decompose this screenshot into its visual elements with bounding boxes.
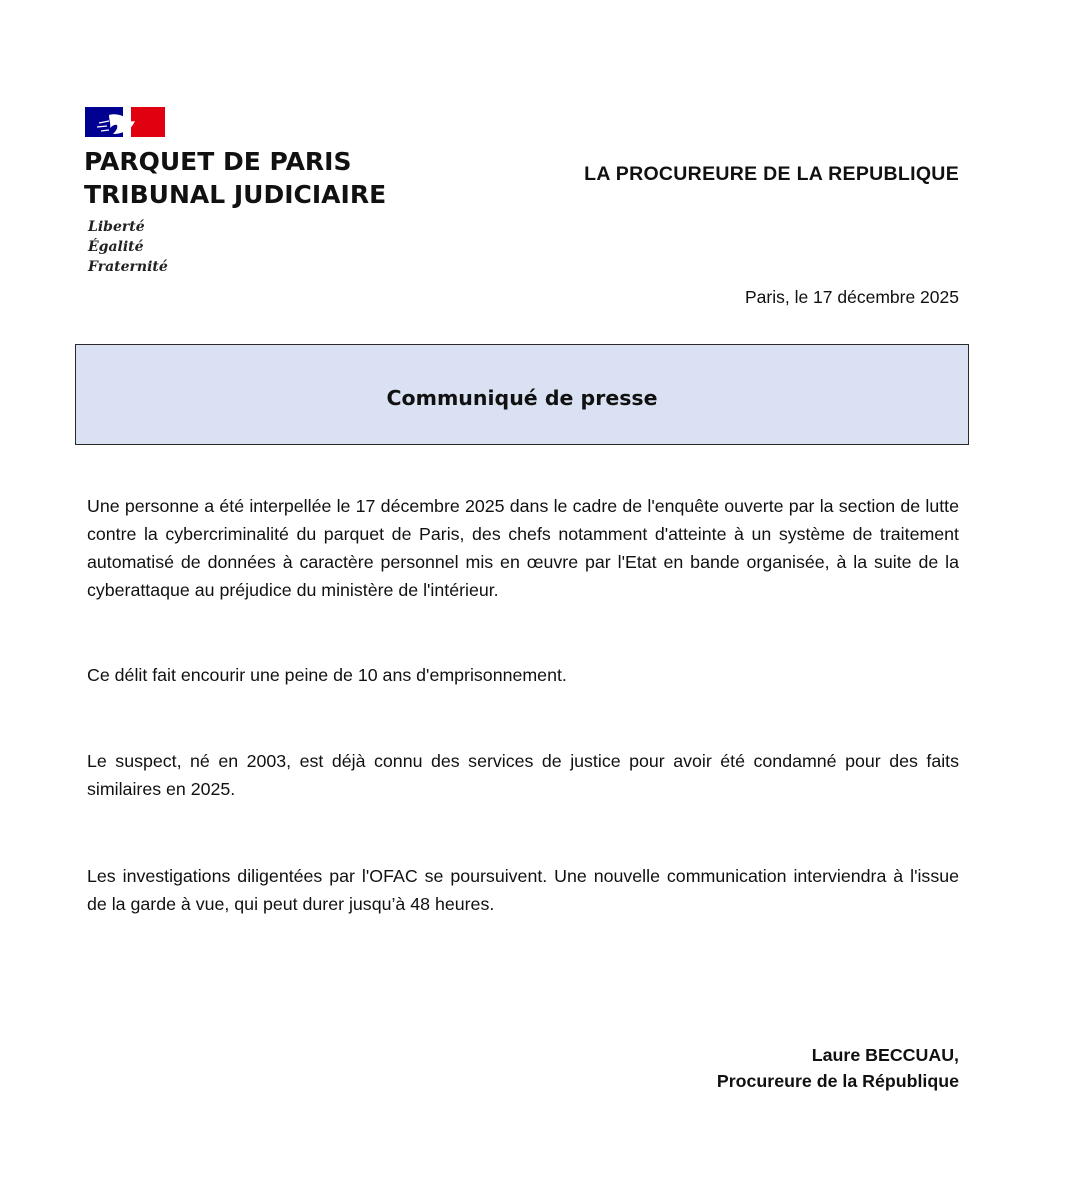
- motto-fraternite: Fraternité: [88, 259, 168, 275]
- paragraph-suspect: Le suspect, né en 2003, est déjà connu des services de justice pour avoir été condamné pour des faits similaires en 2025.: [87, 751, 959, 799]
- paragraph-penalty: Ce délit fait encourir une peine de 10 ans d'emprisonnement.: [87, 665, 567, 685]
- signatory-name: Laure BECCUAU,: [811, 1045, 959, 1065]
- office-title: LA PROCUREURE DE LA REPUBLIQUE: [584, 163, 959, 185]
- republique-francaise-logo: [85, 107, 165, 137]
- motto-egalite: Égalité: [88, 239, 144, 255]
- paragraph-investigation: Les investigations diligentées par l'OFAC se poursuivent. Une nouvelle communication interviendra à l'issue de la garde à vue, qui peut durer jusqu’à 48 heures.: [87, 866, 959, 914]
- paragraph-arrest: Une personne a été interpellée le 17 décembre 2025 dans le cadre de l'enquête ouverte par la section de lutte contre la cybercriminalité du parquet de Paris, des chefs notamment d'atteinte à un système de traitement automatisé de données à caractère personnel mis en œuvre par l'Etat en bande organisée, à la suite de la cyberattaque au préjudice du ministère de l'intérieur.: [87, 496, 959, 600]
- org-name-parquet: PARQUET DE PARIS: [84, 147, 352, 176]
- press-release-banner: [75, 344, 969, 445]
- motto-liberte: Liberté: [88, 219, 145, 235]
- signatory-title: Procureure de la République: [716, 1071, 959, 1091]
- press-release-title: Communiqué de presse: [386, 385, 658, 410]
- org-name-tribunal: TRIBUNAL JUDICIAIRE: [84, 180, 387, 209]
- document-date: Paris, le 17 décembre 2025: [744, 287, 959, 307]
